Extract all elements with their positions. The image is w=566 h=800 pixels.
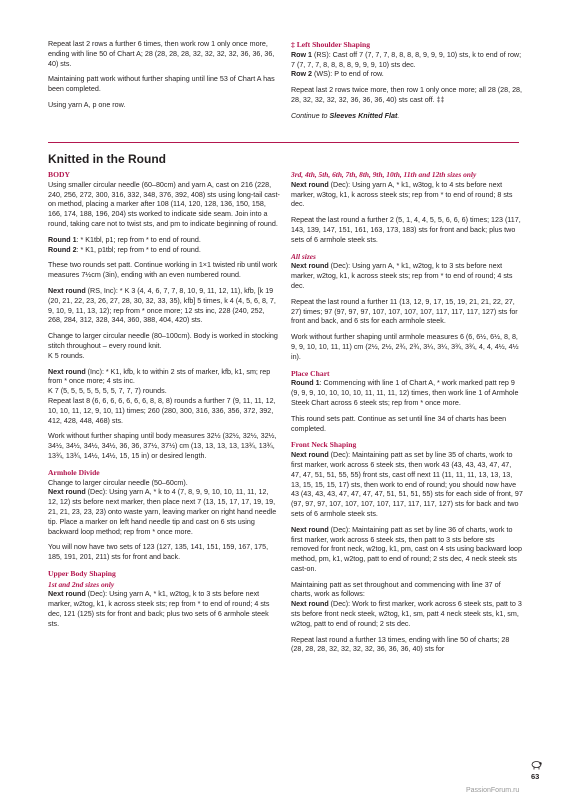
paragraph: Change to larger circular needle (80–100cm). Body is worked in stocking stitch throughout – every round knit.: [48, 332, 278, 350]
paragraph: [291, 262, 523, 291]
paragraph: Using smaller circular needle (60–80cm) and yarn A, cast on 216 (228, 240, 256, 272, 300, 316, 332, 348, 376, 392, 408) sts using long-tail cast-on method, placing a marker after 108 (114, 120, 128, 136, 150, 158, 166, 174, 188, 196, 204) sts worked to indicate side seam. Join into a round, taking care not to twist sts, and pm to indicate beginning of round.: [48, 180, 280, 228]
paragraph: Repeat last 8 (6, 6, 6, 6, 6, 6, 6, 8, 8, 8) rounds a further 7 (9, 11, 11, 12, 10, 10, 11, 12, 9, 10, 11) times; 260 (280, 300, 316, 336, 356, 372, 392, 412, 428, 448, 468) sts.: [48, 396, 276, 425]
paragraph: You will now have two sets of 123 (127, 135, 141, 151, 159, 167, 175, 185, 191, 201, 211) sts for front and back.: [48, 543, 269, 562]
upper-body-heading: Upper Body Shaping: [48, 568, 116, 578]
row-label: Row 1: [291, 50, 313, 59]
left-shoulder-heading: ‡ Left Shoulder Shaping: [291, 40, 370, 49]
continue-prefix: Continue to: [291, 111, 330, 120]
paragraph: K 5 rounds.: [48, 351, 85, 360]
paragraph: [48, 590, 280, 629]
round-label: Round 2: [48, 245, 77, 254]
sheep-icon: [531, 760, 542, 770]
round-text: (Dec): Using yarn A, * k1, w2tog, k to 3 sts before next marker, w2tog, k1, k across steek sts; rep from * to end of round; 4 sts dec.: [291, 262, 513, 290]
round-text: (Dec): Using yarn A, * k to 4 (7, 8, 9, 9, 10, 10, 11, 11, 12, 12, 12) sts before next marker, then place next 7 (13, 15, 17, 17, 19, 19, 21, 21, 23, 23, 23) onto waste yarn, leaving marker on right hand needle tip. Place a marker on left hand needle tip and cast on 6 sts using backward loop method; rep from * once more.: [48, 488, 277, 536]
section-title: Knitted in the Round: [48, 152, 166, 166]
left-top-column: [48, 40, 280, 111]
place-chart-heading: Place Chart: [291, 368, 330, 378]
round-label: Next round: [48, 590, 86, 599]
armhole-heading: Armhole Divide: [48, 467, 100, 477]
paragraph: [291, 451, 523, 520]
paragraph: Maintaining patt as set throughout and commencing with line 37 of charts, work as follows:: [291, 580, 501, 599]
paragraph: [291, 181, 523, 210]
right-main-column: [291, 170, 523, 655]
page-number: 63: [531, 772, 540, 781]
round-text: (RS, Inc): * K 3 (4, 4, 6, 7, 7, 8, 10, 9, 11, 12, 11), kfb, [k 19 (20, 21, 22, 23, 26, 27, 28, 30, 32, 33, 35), kfb] 5 times, k 4 (4, 5, 6, 8, 7, 9, 10, 9, 11, 13, 12); rep from * once more; 12 sts inc, 228 (240, 252, 268, 284, 312, 328, 344, 360, 388, 404, 420) sts.: [48, 286, 276, 325]
round-text: (Dec): Maintaining patt as set by line 36 of charts, work to first marker, work across 6 steek sts, then patt to 3 sts before sts removed for front neck, w2tog, k1, pm, cast on 4 sts using backward loop method, pm, k1, w2tog, patt to end of round; 2 sts dec, 4 neck steek sts cast-on.: [291, 525, 522, 573]
paragraph: Repeat last 2 rows a further 6 times, then work row 1 only once more, ending with line 50 of Chart A; 28 (28, 28, 28, 32, 32, 32, 32, 36, 36, 36, 40) sts.: [48, 40, 275, 68]
round-text: (Dec): Maintaining patt as set by line 35 of charts, work to first marker, work across 6 steek sts, then work 43 (43, 43, 43, 47, 47, 47, 47, 51, 51, 55, 55) front sts, cast off next 11 (11, 11, 11, 13, 13, 13, 13, 15, 15, 15, 17) sts, then work to end of round; you should now have 43 (43, 43, 43, 47, 47, 47, 47, 51, 51, 51, 55) sts for each side of front, 97 (97, 97, 97, 107, 107, 107, 107, 117, 117, 117, 127) sts for back and two sets of 6 armhole steek sts.: [291, 451, 523, 518]
round-text: (Inc): * K1, kfb, k to within 2 sts of marker, kfb, k1, sm; rep from * once more; 4 sts inc.: [48, 367, 271, 386]
paragraph: [291, 51, 523, 71]
row-label: Row 2: [291, 70, 313, 79]
round-label: Next round: [48, 367, 86, 376]
round-text: (Dec): Using yarn A, * k1, w2tog, k to 3 sts before next marker, w2tog, k1, k across steek sts; rep from * to end of round; 4 sts dec, 121 (125) sts for front and back; plus two sets of 6 armhole steek sts.: [48, 590, 270, 628]
row-text: (WS): P to end of row.: [312, 70, 384, 79]
paragraph: Repeat last round a further 13 times, ending with line 50 of charts; 28 (28, 28, 28, 32, 32, 32, 32, 36, 36, 36, 40) sts for: [291, 635, 510, 654]
continue-link: Sleeves Knitted Flat: [329, 111, 398, 120]
paragraph: [48, 236, 280, 246]
left-main-column: [48, 170, 280, 630]
paragraph: [291, 112, 523, 122]
paragraph: [48, 368, 280, 388]
body-heading: BODY: [48, 170, 70, 179]
round-text: : * K1tbl, p1; rep from * to end of round.: [76, 235, 201, 244]
section-divider: [48, 142, 519, 143]
paragraph: This round sets patt. Continue as set until line 34 of charts has been completed.: [291, 414, 507, 433]
round-label: Next round: [48, 286, 86, 295]
paragraph: [48, 287, 280, 326]
paragraph: [291, 526, 523, 575]
paragraph: [48, 488, 280, 537]
round-text: (Dec): Work to first marker, work across 6 steek sts, patt to 3 sts before front neck steek, w2tog, k1, sm, patt 4 neck steek sts, k1, sm, w2tog, patt to end of round; 2 sts dec.: [291, 600, 522, 628]
row-text: (RS): Cast off 7 (7, 7, 7, 8, 8, 8, 8, 9, 9, 9, 10) sts, k to end of row; 7 (7, 7, 7, 8, 8, 8, 8, 9, 9, 9, 10) sts dec.: [291, 50, 522, 69]
right-top-column: [291, 40, 523, 122]
round-label: Next round: [48, 488, 86, 497]
paragraph: [48, 246, 280, 256]
watermark: PassionForum.ru: [466, 787, 520, 794]
round-text: : Commencing with line 1 of Chart A, * work marked patt rep 9 (9, 9, 9, 10, 10, 10, 10, 11, 11, 11, 12) times, then work line 1 of Armhole Steek Chart across 6 steek sts; rep from * once more.: [291, 379, 519, 407]
round-label: Next round: [291, 180, 329, 189]
paragraph: [291, 600, 523, 629]
round-text: (Dec): Using yarn A, * k1, w3tog, k to 4 sts before next marker, w3tog, k1, k across steek sts; rep from * to end of round; 8 sts dec.: [291, 180, 513, 209]
continue-suffix: .: [397, 111, 400, 120]
sizes-subheading: 3rd, 4th, 5th, 6th, 7th, 8th, 9th, 10th, 11th and 12th sizes only: [291, 170, 477, 179]
round-label: Next round: [291, 600, 329, 609]
round-label: Next round: [291, 262, 329, 271]
round-label: Next round: [291, 525, 329, 534]
paragraph: K 7 (5, 5, 5, 5, 5, 5, 5, 7, 7, 7) rounds.: [48, 387, 167, 396]
paragraph: Repeat the last round a further 11 (13, 12, 9, 17, 15, 19, 21, 21, 22, 27, 27) times; 97 (97, 97, 97, 107, 107, 107, 107, 117, 117, 117, 127) sts for front and back, and 6 sts for each armhole steek.: [291, 297, 518, 326]
paragraph: Change to larger circular needle (50–60cm).: [48, 478, 188, 487]
paragraph: [291, 379, 523, 408]
paragraph: [291, 70, 523, 80]
paragraph: Repeat the last round a further 2 (5, 1, 4, 4, 5, 5, 6, 6, 6) times; 123 (117, 143, 139, 147, 151, 161, 163, 173, 183) sts for front and back; plus two sets of 6 armhole steek sts.: [291, 216, 521, 244]
round-text: : * K1, p1tbl; rep from * to end of round.: [76, 245, 201, 254]
front-neck-heading: Front Neck Shaping: [291, 440, 357, 450]
round-label: Next round: [291, 451, 329, 460]
round-label: Round 1: [291, 379, 320, 388]
paragraph: Repeat last 2 rows twice more, then row 1 only once more; all 28 (28, 28, 28, 32, 32, 32, 32, 36, 36, 36, 40) sts cast off. ‡‡: [291, 86, 522, 104]
paragraph: These two rounds set patt. Continue working in 1×1 twisted rib until work measures 7½cm (3in), ending with an even numbered round.: [48, 261, 278, 280]
paragraph: Work without further shaping until armhole measures 6 (6, 6½, 6½, 8, 8, 9, 9, 10, 10, 11, 11) cm (2½, 2½, 2¾, 2¾, 3¼, 3¼, 3¾, 3¾, 4, 4, 4½, 4½ in).: [291, 333, 519, 361]
round-label: Round 1: [48, 235, 77, 244]
all-sizes-subheading: All sizes: [291, 251, 316, 261]
sizes-subheading: 1st and 2nd sizes only: [48, 579, 115, 589]
paragraph: Using yarn A, p one row.: [48, 100, 126, 109]
paragraph: Maintaining patt work without further shaping until line 53 of Chart A has been completed.: [48, 75, 275, 94]
paragraph: Work without further shaping until body measures 32½ (32½, 32½, 32½, 34½, 34½, 34½, 34½, 36, 36, 37½, 37½) cm (13, 13, 13, 13, 13¾, 13¾, 13¾, 13¾, 14½, 14½, 15, 15 in) or desired length.: [48, 432, 277, 460]
